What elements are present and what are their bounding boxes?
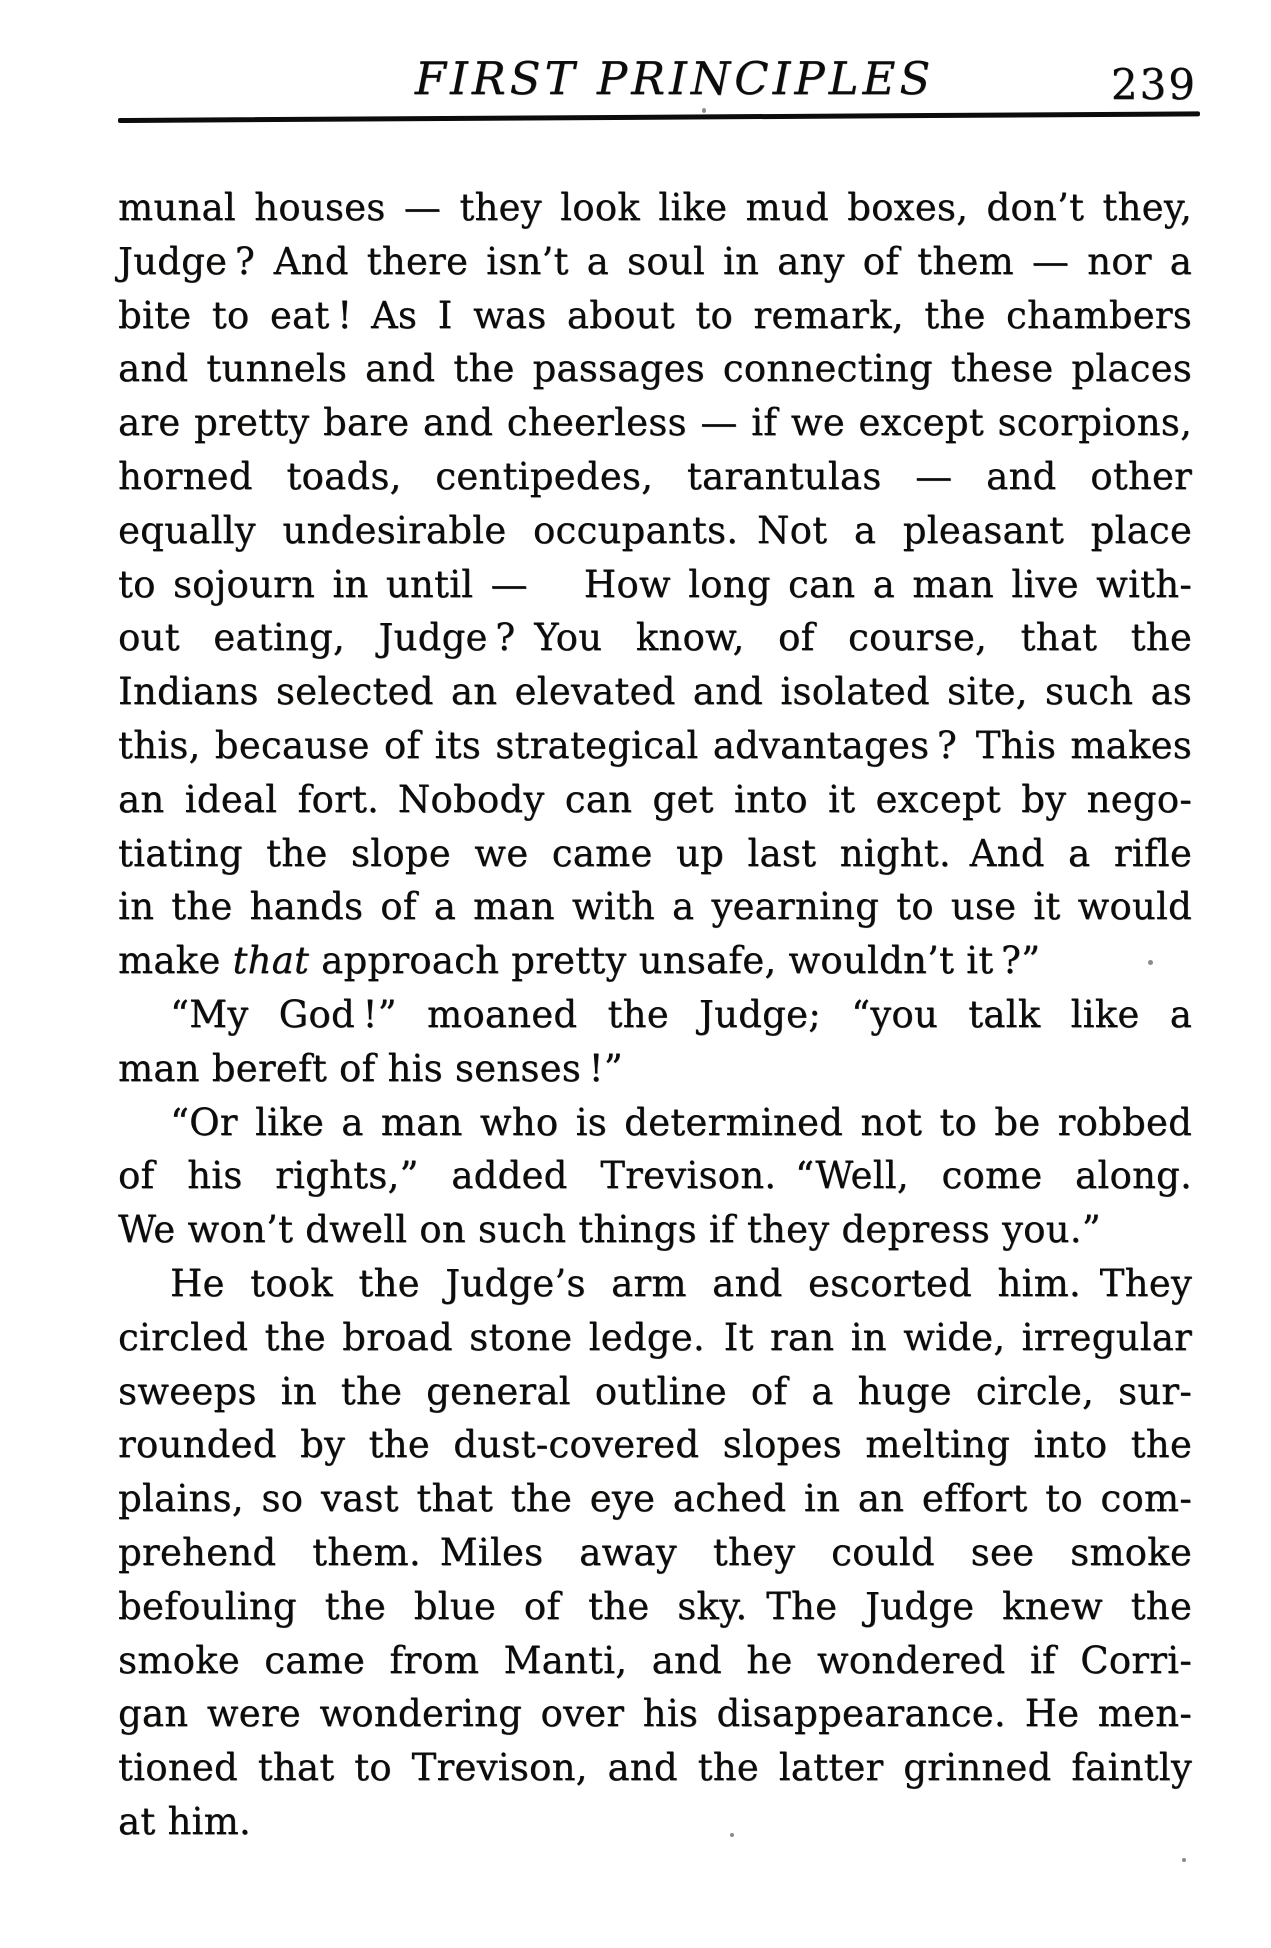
line-text: equally undesirable occupants. Not a pleasant place — [118, 508, 1192, 552]
text-line — [118, 396, 1192, 450]
header-rule — [118, 111, 1200, 123]
line-text: prehend them. Miles away they could see smoke — [118, 1530, 1192, 1574]
body-lines — [118, 181, 1192, 1849]
line-text: rounded by the dust-covered slopes melting into the — [118, 1423, 1192, 1467]
line-text: tioned that to Trevison, and the latter grinned faintly — [118, 1746, 1192, 1790]
page-title: FIRST PRINCIPLES — [414, 52, 935, 105]
page-number: 239 — [1110, 60, 1197, 109]
text-line — [118, 1042, 1192, 1096]
text-line — [118, 1580, 1192, 1634]
line-text: gan were wondering over his disappearance. He men- — [118, 1692, 1192, 1736]
line-text: circled the broad stone ledge. It ran in wide, irregular — [118, 1315, 1192, 1359]
text-line — [118, 1526, 1192, 1580]
text-line — [118, 235, 1192, 289]
body-text — [118, 181, 1192, 1849]
line-text: at him. — [118, 1799, 251, 1843]
line-text: He took the Judge’s arm and escorted him. They — [170, 1261, 1192, 1305]
line-text: Indians selected an elevated and isolated site, such as — [118, 670, 1192, 714]
line-text: are pretty bare and cheerless — if we except scorpions, — [118, 401, 1192, 445]
line-text: and tunnels and the passages connecting these places — [118, 347, 1192, 391]
line-text: out eating, Judge ? You know, of course, that the — [118, 616, 1192, 660]
text-line — [118, 665, 1192, 719]
text-line — [118, 1311, 1192, 1365]
text-line — [118, 558, 1192, 612]
line-text: Judge ? And there isn’t a soul in any of them — nor a — [118, 239, 1192, 283]
text-line — [118, 342, 1192, 396]
text-line — [118, 1149, 1192, 1203]
line-text: We won’t dwell on such things if they depress you.” — [118, 1208, 1101, 1252]
running-header — [118, 50, 1197, 112]
text-line — [118, 934, 1192, 988]
text-line — [118, 1203, 1192, 1257]
text-line — [118, 1741, 1192, 1795]
line-text: tiating the slope we came up last night. And a rifle — [118, 831, 1192, 875]
text-line — [118, 181, 1192, 235]
line-text: this, because of its strategical advantages ? This makes — [118, 723, 1192, 767]
line-text: to sojourn in until — How long can a man live with- — [118, 562, 1192, 606]
line-text: of his rights,” added Trevison. “Well, come along. — [118, 1154, 1192, 1198]
italic-text: that — [232, 939, 310, 983]
line-text: man bereft of his senses !” — [118, 1046, 623, 1090]
line-text: in the hands of a man with a yearning to use it would — [118, 885, 1192, 929]
text-line — [118, 773, 1192, 827]
text-line — [118, 880, 1192, 934]
line-text: sweeps in the general outline of a huge circle, sur- — [118, 1369, 1192, 1413]
text-line — [118, 719, 1192, 773]
text-line — [118, 1634, 1192, 1688]
text-line — [118, 1472, 1192, 1526]
line-text: munal houses — they look like mud boxes, don’t they, — [118, 186, 1192, 229]
scan-speck — [702, 108, 706, 113]
scan-speck — [730, 1833, 734, 1837]
line-text: an ideal fort. Nobody can get into it except by nego- — [118, 777, 1192, 821]
text-line — [118, 1795, 1192, 1849]
scan-speck — [1148, 960, 1153, 965]
text-line — [118, 611, 1192, 665]
text-line — [118, 504, 1192, 558]
line-text: plains, so vast that the eye ached in an effort to com- — [118, 1477, 1192, 1521]
line-text: smoke came from Manti, and he wondered if Corri- — [118, 1638, 1192, 1682]
text-line — [118, 1096, 1192, 1150]
line-text: befouling the blue of the sky. The Judge knew the — [118, 1584, 1192, 1628]
line-text: “Or like a man who is determined not to be robbed — [170, 1100, 1192, 1144]
text-line — [118, 988, 1192, 1042]
line-text: approach pretty unsafe, wouldn’t it ?” — [309, 939, 1041, 983]
text-line — [118, 1418, 1192, 1472]
text-line — [118, 450, 1192, 504]
text-line — [118, 289, 1192, 343]
line-text: “My God !” moaned the Judge; “you talk like a — [170, 992, 1192, 1036]
text-line — [118, 1365, 1192, 1419]
text-line — [118, 1257, 1192, 1311]
line-text: horned toads, centipedes, tarantulas — and other — [118, 454, 1192, 498]
line-text: bite to eat ! As I was about to remark, the chambers — [118, 293, 1192, 337]
scan-speck — [1182, 1858, 1186, 1862]
line-text: make — [118, 939, 233, 983]
text-line — [118, 1687, 1192, 1741]
text-line — [118, 827, 1192, 881]
